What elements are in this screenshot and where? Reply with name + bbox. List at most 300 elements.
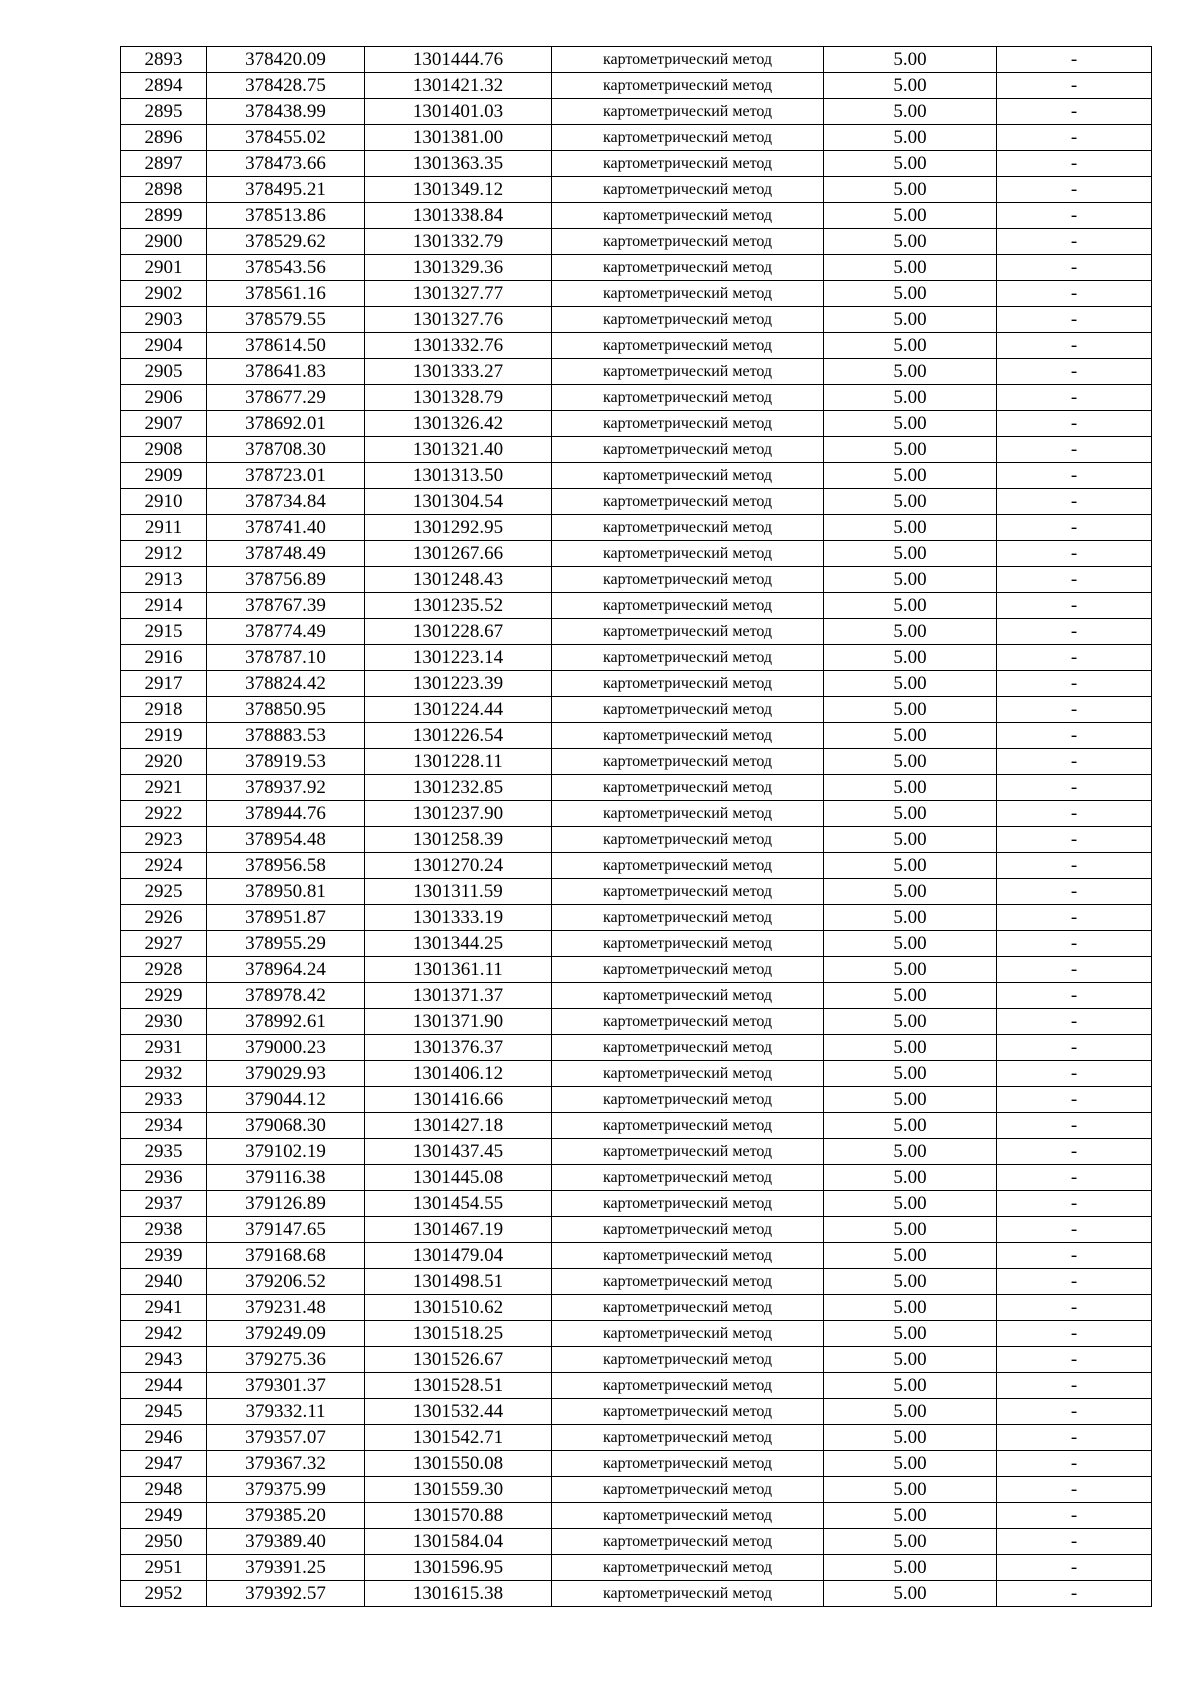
x-coordinate-cell: 379275.36 — [207, 1347, 365, 1373]
description-cell: - — [997, 1477, 1152, 1503]
y-coordinate-cell: 1301416.66 — [365, 1087, 552, 1113]
y-coordinate-cell: 1301248.43 — [365, 567, 552, 593]
x-coordinate-cell: 378824.42 — [207, 671, 365, 697]
y-coordinate-cell: 1301258.39 — [365, 827, 552, 853]
description-cell: - — [997, 73, 1152, 99]
description-cell: - — [997, 957, 1152, 983]
point-number-cell: 2950 — [121, 1529, 207, 1555]
description-cell: - — [997, 229, 1152, 255]
description-cell: - — [997, 385, 1152, 411]
y-coordinate-cell: 1301445.08 — [365, 1165, 552, 1191]
x-coordinate-cell: 378956.58 — [207, 853, 365, 879]
x-coordinate-cell: 378614.50 — [207, 333, 365, 359]
point-number-cell: 2934 — [121, 1113, 207, 1139]
error-cell: 5.00 — [824, 1321, 997, 1347]
y-coordinate-cell: 1301526.67 — [365, 1347, 552, 1373]
point-number-cell: 2932 — [121, 1061, 207, 1087]
description-cell: - — [997, 1061, 1152, 1087]
table-row — [121, 1113, 1152, 1139]
description-cell: - — [997, 1451, 1152, 1477]
x-coordinate-cell: 378919.53 — [207, 749, 365, 775]
table-row — [121, 1451, 1152, 1477]
description-cell: - — [997, 359, 1152, 385]
x-coordinate-cell: 378641.83 — [207, 359, 365, 385]
y-coordinate-cell: 1301228.11 — [365, 749, 552, 775]
table-row — [121, 905, 1152, 931]
y-coordinate-cell: 1301311.59 — [365, 879, 552, 905]
table-row — [121, 177, 1152, 203]
error-cell: 5.00 — [824, 1295, 997, 1321]
description-cell: - — [997, 905, 1152, 931]
point-number-cell: 2935 — [121, 1139, 207, 1165]
point-number-cell: 2907 — [121, 411, 207, 437]
x-coordinate-cell: 379000.23 — [207, 1035, 365, 1061]
y-coordinate-cell: 1301349.12 — [365, 177, 552, 203]
description-cell: - — [997, 281, 1152, 307]
method-cell: картометрический метод — [552, 203, 824, 229]
table-row — [121, 1243, 1152, 1269]
point-number-cell: 2947 — [121, 1451, 207, 1477]
point-number-cell: 2897 — [121, 151, 207, 177]
x-coordinate-cell: 378561.16 — [207, 281, 365, 307]
table-row — [121, 385, 1152, 411]
table-row — [121, 515, 1152, 541]
x-coordinate-cell: 379375.99 — [207, 1477, 365, 1503]
point-number-cell: 2939 — [121, 1243, 207, 1269]
method-cell: картометрический метод — [552, 1243, 824, 1269]
table-row — [121, 957, 1152, 983]
x-coordinate-cell: 378543.56 — [207, 255, 365, 281]
table-row — [121, 1321, 1152, 1347]
table-row — [121, 1425, 1152, 1451]
error-cell: 5.00 — [824, 541, 997, 567]
y-coordinate-cell: 1301327.76 — [365, 307, 552, 333]
description-cell: - — [997, 1165, 1152, 1191]
method-cell: картометрический метод — [552, 307, 824, 333]
method-cell: картометрический метод — [552, 73, 824, 99]
x-coordinate-cell: 378723.01 — [207, 463, 365, 489]
description-cell: - — [997, 255, 1152, 281]
method-cell: картометрический метод — [552, 515, 824, 541]
x-coordinate-cell: 378883.53 — [207, 723, 365, 749]
x-coordinate-cell: 378513.86 — [207, 203, 365, 229]
error-cell: 5.00 — [824, 1581, 997, 1607]
method-cell: картометрический метод — [552, 1503, 824, 1529]
description-cell: - — [997, 1035, 1152, 1061]
table-row — [121, 775, 1152, 801]
point-number-cell: 2949 — [121, 1503, 207, 1529]
error-cell: 5.00 — [824, 1113, 997, 1139]
description-cell: - — [997, 1191, 1152, 1217]
y-coordinate-cell: 1301437.45 — [365, 1139, 552, 1165]
description-cell: - — [997, 1295, 1152, 1321]
point-number-cell: 2931 — [121, 1035, 207, 1061]
table-row — [121, 307, 1152, 333]
y-coordinate-cell: 1301421.32 — [365, 73, 552, 99]
description-cell: - — [997, 593, 1152, 619]
point-number-cell: 2903 — [121, 307, 207, 333]
y-coordinate-cell: 1301223.14 — [365, 645, 552, 671]
table-row — [121, 541, 1152, 567]
description-cell: - — [997, 1269, 1152, 1295]
point-number-cell: 2926 — [121, 905, 207, 931]
table-row — [121, 853, 1152, 879]
method-cell: картометрический метод — [552, 281, 824, 307]
method-cell: картометрический метод — [552, 1295, 824, 1321]
y-coordinate-cell: 1301542.71 — [365, 1425, 552, 1451]
description-cell: - — [997, 1321, 1152, 1347]
table-row — [121, 931, 1152, 957]
point-number-cell: 2905 — [121, 359, 207, 385]
y-coordinate-cell: 1301444.76 — [365, 47, 552, 73]
x-coordinate-cell: 379367.32 — [207, 1451, 365, 1477]
point-number-cell: 2917 — [121, 671, 207, 697]
table-row — [121, 1581, 1152, 1607]
error-cell: 5.00 — [824, 437, 997, 463]
table-row — [121, 1529, 1152, 1555]
table-row — [121, 463, 1152, 489]
x-coordinate-cell: 378748.49 — [207, 541, 365, 567]
x-coordinate-cell: 378692.01 — [207, 411, 365, 437]
point-number-cell: 2945 — [121, 1399, 207, 1425]
table-row — [121, 1503, 1152, 1529]
description-cell: - — [997, 983, 1152, 1009]
error-cell: 5.00 — [824, 827, 997, 853]
method-cell: картометрический метод — [552, 1477, 824, 1503]
error-cell: 5.00 — [824, 73, 997, 99]
method-cell: картометрический метод — [552, 1425, 824, 1451]
method-cell: картометрический метод — [552, 1347, 824, 1373]
point-number-cell: 2937 — [121, 1191, 207, 1217]
error-cell: 5.00 — [824, 1139, 997, 1165]
method-cell: картометрический метод — [552, 697, 824, 723]
x-coordinate-cell: 379392.57 — [207, 1581, 365, 1607]
y-coordinate-cell: 1301228.67 — [365, 619, 552, 645]
method-cell: картометрический метод — [552, 255, 824, 281]
error-cell: 5.00 — [824, 463, 997, 489]
table-row — [121, 1555, 1152, 1581]
point-number-cell: 2936 — [121, 1165, 207, 1191]
point-number-cell: 2901 — [121, 255, 207, 281]
method-cell: картометрический метод — [552, 1087, 824, 1113]
x-coordinate-cell: 379357.07 — [207, 1425, 365, 1451]
error-cell: 5.00 — [824, 1269, 997, 1295]
table-row — [121, 437, 1152, 463]
point-number-cell: 2894 — [121, 73, 207, 99]
y-coordinate-cell: 1301510.62 — [365, 1295, 552, 1321]
description-cell: - — [997, 1503, 1152, 1529]
method-cell: картометрический метод — [552, 99, 824, 125]
point-number-cell: 2928 — [121, 957, 207, 983]
table-row — [121, 1009, 1152, 1035]
error-cell: 5.00 — [824, 229, 997, 255]
error-cell: 5.00 — [824, 1217, 997, 1243]
x-coordinate-cell: 378850.95 — [207, 697, 365, 723]
description-cell: - — [997, 853, 1152, 879]
x-coordinate-cell: 379068.30 — [207, 1113, 365, 1139]
y-coordinate-cell: 1301327.77 — [365, 281, 552, 307]
table-row — [121, 879, 1152, 905]
y-coordinate-cell: 1301467.19 — [365, 1217, 552, 1243]
y-coordinate-cell: 1301326.42 — [365, 411, 552, 437]
table-row — [121, 983, 1152, 1009]
y-coordinate-cell: 1301381.00 — [365, 125, 552, 151]
x-coordinate-cell: 378944.76 — [207, 801, 365, 827]
x-coordinate-cell: 378756.89 — [207, 567, 365, 593]
method-cell: картометрический метод — [552, 177, 824, 203]
table-row — [121, 411, 1152, 437]
x-coordinate-cell: 379385.20 — [207, 1503, 365, 1529]
error-cell: 5.00 — [824, 255, 997, 281]
method-cell: картометрический метод — [552, 1269, 824, 1295]
description-cell: - — [997, 333, 1152, 359]
error-cell: 5.00 — [824, 177, 997, 203]
x-coordinate-cell: 378734.84 — [207, 489, 365, 515]
x-coordinate-cell: 378951.87 — [207, 905, 365, 931]
table-row — [121, 229, 1152, 255]
error-cell: 5.00 — [824, 1503, 997, 1529]
y-coordinate-cell: 1301376.37 — [365, 1035, 552, 1061]
method-cell: картометрический метод — [552, 47, 824, 73]
table-row — [121, 1035, 1152, 1061]
error-cell: 5.00 — [824, 567, 997, 593]
x-coordinate-cell: 378473.66 — [207, 151, 365, 177]
y-coordinate-cell: 1301292.95 — [365, 515, 552, 541]
x-coordinate-cell: 379102.19 — [207, 1139, 365, 1165]
description-cell: - — [997, 1347, 1152, 1373]
error-cell: 5.00 — [824, 801, 997, 827]
method-cell: картометрический метод — [552, 853, 824, 879]
method-cell: картометрический метод — [552, 723, 824, 749]
table-row — [121, 151, 1152, 177]
y-coordinate-cell: 1301332.76 — [365, 333, 552, 359]
x-coordinate-cell: 379116.38 — [207, 1165, 365, 1191]
table-row — [121, 1399, 1152, 1425]
table-row — [121, 1217, 1152, 1243]
x-coordinate-cell: 378954.48 — [207, 827, 365, 853]
point-number-cell: 2948 — [121, 1477, 207, 1503]
table-row — [121, 47, 1152, 73]
error-cell: 5.00 — [824, 931, 997, 957]
table-row — [121, 827, 1152, 853]
point-number-cell: 2924 — [121, 853, 207, 879]
description-cell: - — [997, 1555, 1152, 1581]
error-cell: 5.00 — [824, 983, 997, 1009]
point-number-cell: 2922 — [121, 801, 207, 827]
table-row — [121, 801, 1152, 827]
error-cell: 5.00 — [824, 125, 997, 151]
x-coordinate-cell: 378420.09 — [207, 47, 365, 73]
table-row — [121, 1295, 1152, 1321]
point-number-cell: 2911 — [121, 515, 207, 541]
method-cell: картометрический метод — [552, 1451, 824, 1477]
point-number-cell: 2946 — [121, 1425, 207, 1451]
error-cell: 5.00 — [824, 1009, 997, 1035]
y-coordinate-cell: 1301237.90 — [365, 801, 552, 827]
point-number-cell: 2919 — [121, 723, 207, 749]
description-cell: - — [997, 775, 1152, 801]
y-coordinate-cell: 1301427.18 — [365, 1113, 552, 1139]
description-cell: - — [997, 671, 1152, 697]
table-row — [121, 1373, 1152, 1399]
x-coordinate-cell: 379044.12 — [207, 1087, 365, 1113]
x-coordinate-cell: 378579.55 — [207, 307, 365, 333]
table-row — [121, 1087, 1152, 1113]
error-cell: 5.00 — [824, 411, 997, 437]
error-cell: 5.00 — [824, 1373, 997, 1399]
y-coordinate-cell: 1301570.88 — [365, 1503, 552, 1529]
y-coordinate-cell: 1301479.04 — [365, 1243, 552, 1269]
error-cell: 5.00 — [824, 1451, 997, 1477]
error-cell: 5.00 — [824, 1555, 997, 1581]
y-coordinate-cell: 1301559.30 — [365, 1477, 552, 1503]
method-cell: картометрический метод — [552, 931, 824, 957]
method-cell: картометрический метод — [552, 671, 824, 697]
y-coordinate-cell: 1301224.44 — [365, 697, 552, 723]
error-cell: 5.00 — [824, 1529, 997, 1555]
table-row — [121, 1191, 1152, 1217]
error-cell: 5.00 — [824, 47, 997, 73]
point-number-cell: 2951 — [121, 1555, 207, 1581]
x-coordinate-cell: 379249.09 — [207, 1321, 365, 1347]
error-cell: 5.00 — [824, 1087, 997, 1113]
error-cell: 5.00 — [824, 515, 997, 541]
table-row — [121, 1347, 1152, 1373]
table-row — [121, 619, 1152, 645]
description-cell: - — [997, 619, 1152, 645]
x-coordinate-cell: 379391.25 — [207, 1555, 365, 1581]
x-coordinate-cell: 378677.29 — [207, 385, 365, 411]
error-cell: 5.00 — [824, 1399, 997, 1425]
y-coordinate-cell: 1301361.11 — [365, 957, 552, 983]
method-cell: картометрический метод — [552, 1373, 824, 1399]
table-row — [121, 125, 1152, 151]
error-cell: 5.00 — [824, 619, 997, 645]
point-number-cell: 2940 — [121, 1269, 207, 1295]
error-cell: 5.00 — [824, 775, 997, 801]
point-number-cell: 2904 — [121, 333, 207, 359]
table-row — [121, 567, 1152, 593]
point-number-cell: 2921 — [121, 775, 207, 801]
table-row — [121, 359, 1152, 385]
point-number-cell: 2927 — [121, 931, 207, 957]
x-coordinate-cell: 378767.39 — [207, 593, 365, 619]
description-cell: - — [997, 463, 1152, 489]
error-cell: 5.00 — [824, 957, 997, 983]
table-row — [121, 671, 1152, 697]
description-cell: - — [997, 151, 1152, 177]
y-coordinate-cell: 1301528.51 — [365, 1373, 552, 1399]
error-cell: 5.00 — [824, 281, 997, 307]
method-cell: картометрический метод — [552, 775, 824, 801]
error-cell: 5.00 — [824, 853, 997, 879]
method-cell: картометрический метод — [552, 1581, 824, 1607]
point-number-cell: 2900 — [121, 229, 207, 255]
description-cell: - — [997, 177, 1152, 203]
description-cell: - — [997, 1425, 1152, 1451]
point-number-cell: 2915 — [121, 619, 207, 645]
method-cell: картометрический метод — [552, 827, 824, 853]
error-cell: 5.00 — [824, 99, 997, 125]
y-coordinate-cell: 1301363.35 — [365, 151, 552, 177]
description-cell: - — [997, 99, 1152, 125]
method-cell: картометрический метод — [552, 801, 824, 827]
error-cell: 5.00 — [824, 489, 997, 515]
x-coordinate-cell: 378992.61 — [207, 1009, 365, 1035]
y-coordinate-cell: 1301304.54 — [365, 489, 552, 515]
description-cell: - — [997, 645, 1152, 671]
x-coordinate-cell: 379126.89 — [207, 1191, 365, 1217]
method-cell: картометрический метод — [552, 489, 824, 515]
error-cell: 5.00 — [824, 359, 997, 385]
method-cell: картометрический метод — [552, 333, 824, 359]
y-coordinate-cell: 1301321.40 — [365, 437, 552, 463]
method-cell: картометрический метод — [552, 1139, 824, 1165]
table-row — [121, 1139, 1152, 1165]
table-row — [121, 333, 1152, 359]
point-number-cell: 2943 — [121, 1347, 207, 1373]
y-coordinate-cell: 1301338.84 — [365, 203, 552, 229]
description-cell: - — [997, 827, 1152, 853]
y-coordinate-cell: 1301615.38 — [365, 1581, 552, 1607]
method-cell: картометрический метод — [552, 567, 824, 593]
method-cell: картометрический метод — [552, 463, 824, 489]
x-coordinate-cell: 378774.49 — [207, 619, 365, 645]
x-coordinate-cell: 378455.02 — [207, 125, 365, 151]
error-cell: 5.00 — [824, 1425, 997, 1451]
method-cell: картометрический метод — [552, 1217, 824, 1243]
error-cell: 5.00 — [824, 905, 997, 931]
error-cell: 5.00 — [824, 1191, 997, 1217]
x-coordinate-cell: 379029.93 — [207, 1061, 365, 1087]
y-coordinate-cell: 1301328.79 — [365, 385, 552, 411]
method-cell: картометрический метод — [552, 1035, 824, 1061]
point-number-cell: 2918 — [121, 697, 207, 723]
description-cell: - — [997, 567, 1152, 593]
y-coordinate-cell: 1301267.66 — [365, 541, 552, 567]
table-row — [121, 73, 1152, 99]
x-coordinate-cell: 378428.75 — [207, 73, 365, 99]
table-row — [121, 99, 1152, 125]
y-coordinate-cell: 1301333.19 — [365, 905, 552, 931]
x-coordinate-cell: 378787.10 — [207, 645, 365, 671]
description-cell: - — [997, 47, 1152, 73]
description-cell: - — [997, 1139, 1152, 1165]
table-row — [121, 723, 1152, 749]
table-row — [121, 645, 1152, 671]
y-coordinate-cell: 1301406.12 — [365, 1061, 552, 1087]
method-cell: картометрический метод — [552, 645, 824, 671]
y-coordinate-cell: 1301235.52 — [365, 593, 552, 619]
table-row — [121, 489, 1152, 515]
error-cell: 5.00 — [824, 1347, 997, 1373]
coordinates-table — [120, 46, 1152, 1607]
table-row — [121, 1165, 1152, 1191]
x-coordinate-cell: 379206.52 — [207, 1269, 365, 1295]
description-cell: - — [997, 541, 1152, 567]
coordinates-table-body — [121, 47, 1152, 1607]
method-cell: картометрический метод — [552, 1321, 824, 1347]
y-coordinate-cell: 1301371.37 — [365, 983, 552, 1009]
point-number-cell: 2916 — [121, 645, 207, 671]
method-cell: картометрический метод — [552, 385, 824, 411]
description-cell: - — [997, 723, 1152, 749]
x-coordinate-cell: 379301.37 — [207, 1373, 365, 1399]
method-cell: картометрический метод — [552, 1555, 824, 1581]
method-cell: картометрический метод — [552, 541, 824, 567]
description-cell: - — [997, 125, 1152, 151]
description-cell: - — [997, 879, 1152, 905]
